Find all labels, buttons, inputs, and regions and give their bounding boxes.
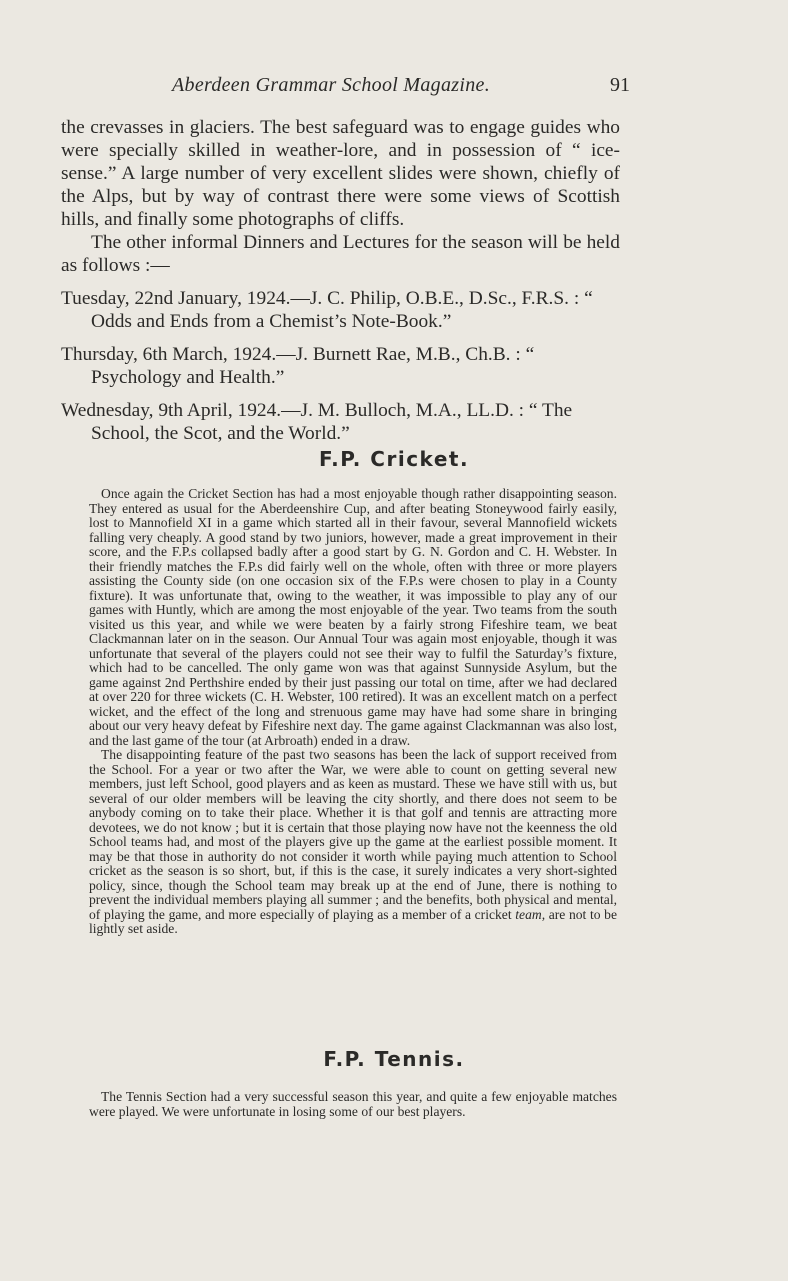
cricket-paragraph-text: are not to be lightly set aside. [89, 906, 617, 936]
event-entry: Thursday, 6th March, 1924.—J. Burnett Rae, M.B., Ch.B. : “ Psychology and Health.” [61, 344, 535, 388]
cricket-paragraph-text: Once again the Cricket Section has had a most enjoyable though rather disappointing season. They entered as usual for the Aberdeenshire Cup, and after beating Stoneywood fairly easily, lost to Mannofield XI in a game which started all in their favour, several Mannofield wickets falling very cheaply. A good stand by two juniors, however, made a great improvement in their score, and the F.P.s collapsed badly after a good start by G. N. Gordon and C. H. Webster. In their friendly matches the F.P.s did fairly well on the whole, often with three or more players assisting the County side (on one occasion six of the F.P.s were chosen to play in a County fixture). It was unfortunate that, owing to the weather, it was impossible to play any of our games with Huntly, which are among the most enjoyable of the year. Two teams from the south visited us this year, and while we were beaten by a fairly strong Fifeshire team, we beat Clackmannan later on in the season. Our Annual Tour was again most enjoyable, though it was unfortunate that several of the players could not see their way to fulfil the Saturday’s fixture, which had to be cancelled. The only game won was that against Sunnyside Asylum, but the game against 2nd Perthshire ended by their just passing our total on time, after we had declared at over 220 for three wickets (C. H. Webster, 100 retired). It was an excellent match on a perfect wicket, and the effect of the long and strenuous game may have had some share in bringing about our very heavy defeat by Fifeshire next day. The game against Clackmannan was also lost, and the last game of the tour (at Arbroath) ended in a draw. [89, 486, 617, 748]
lectures-intro: The other informal Dinners and Lectures for the season will be held as follows :— [61, 232, 620, 276]
cricket-heading: F.P. Cricket. [318, 447, 470, 471]
cricket-paragraph [89, 487, 617, 748]
tennis-text [89, 1090, 617, 1119]
tennis-paragraph: The Tennis Section had a very successful season this year, and quite a few enjoyable matches were played. We were unfortunate in losing some of our best players. [89, 1089, 617, 1119]
event-entry: Tuesday, 22nd January, 1924.—J. C. Philip, O.B.E., D.Sc., F.R.S. : “ Odds and Ends from a Chemist’s Note-Book.” [61, 288, 593, 332]
cricket-text [89, 487, 617, 937]
lecture-text [61, 116, 620, 445]
running-head: Aberdeen Grammar School Magazine. [172, 74, 490, 96]
page-header [60, 70, 630, 104]
emphasis-text: team, [515, 906, 546, 922]
intro-paragraph: the crevasses in glaciers. The best safeguard was to engage guides who were specially skilled in weather-lore, and in possession of “ ice-sense.” A large number of very excellent slides were shown, chiefly of the Alps, but by way of contrast there were some views of Scottish hills, and finally some photographs of cliffs. [61, 117, 620, 230]
page-number: 91 [610, 74, 630, 96]
cricket-paragraph [89, 748, 617, 937]
cricket-paragraph-text: The disappointing feature of the past two seasons has been the lack of support received from the School. For a year or two after the War, we were able to count on getting several new members, just left School, good players and as keen as mustard. These we have still with us, but several of our older members will be leaving the city shortly, and there does not seem to be anybody coming on to take their place. Whether it is that golf and tennis are attracting more devotees, we do not know ; but it is certain that those playing now have not the keenness the old School teams had, and most of the players give up the game at the earliest possible moment. It may be that those in authority do not consider it worth while paying much attention to School cricket as the season is so short, but, if this is the case, it surely indicates a very short-sighted policy, since, though the School team may break up at the end of June, there is nothing to prevent the individual members playing all summer ; and the benefits, both physical and mental, of playing the game, and more especially of playing as a member of a cricket [89, 747, 617, 922]
tennis-heading: F.P. Tennis. [323, 1047, 465, 1071]
event-entry: Wednesday, 9th April, 1924.—J. M. Bulloch, M.A., LL.D. : “ The School, the Scot, and the World.” [61, 400, 573, 444]
